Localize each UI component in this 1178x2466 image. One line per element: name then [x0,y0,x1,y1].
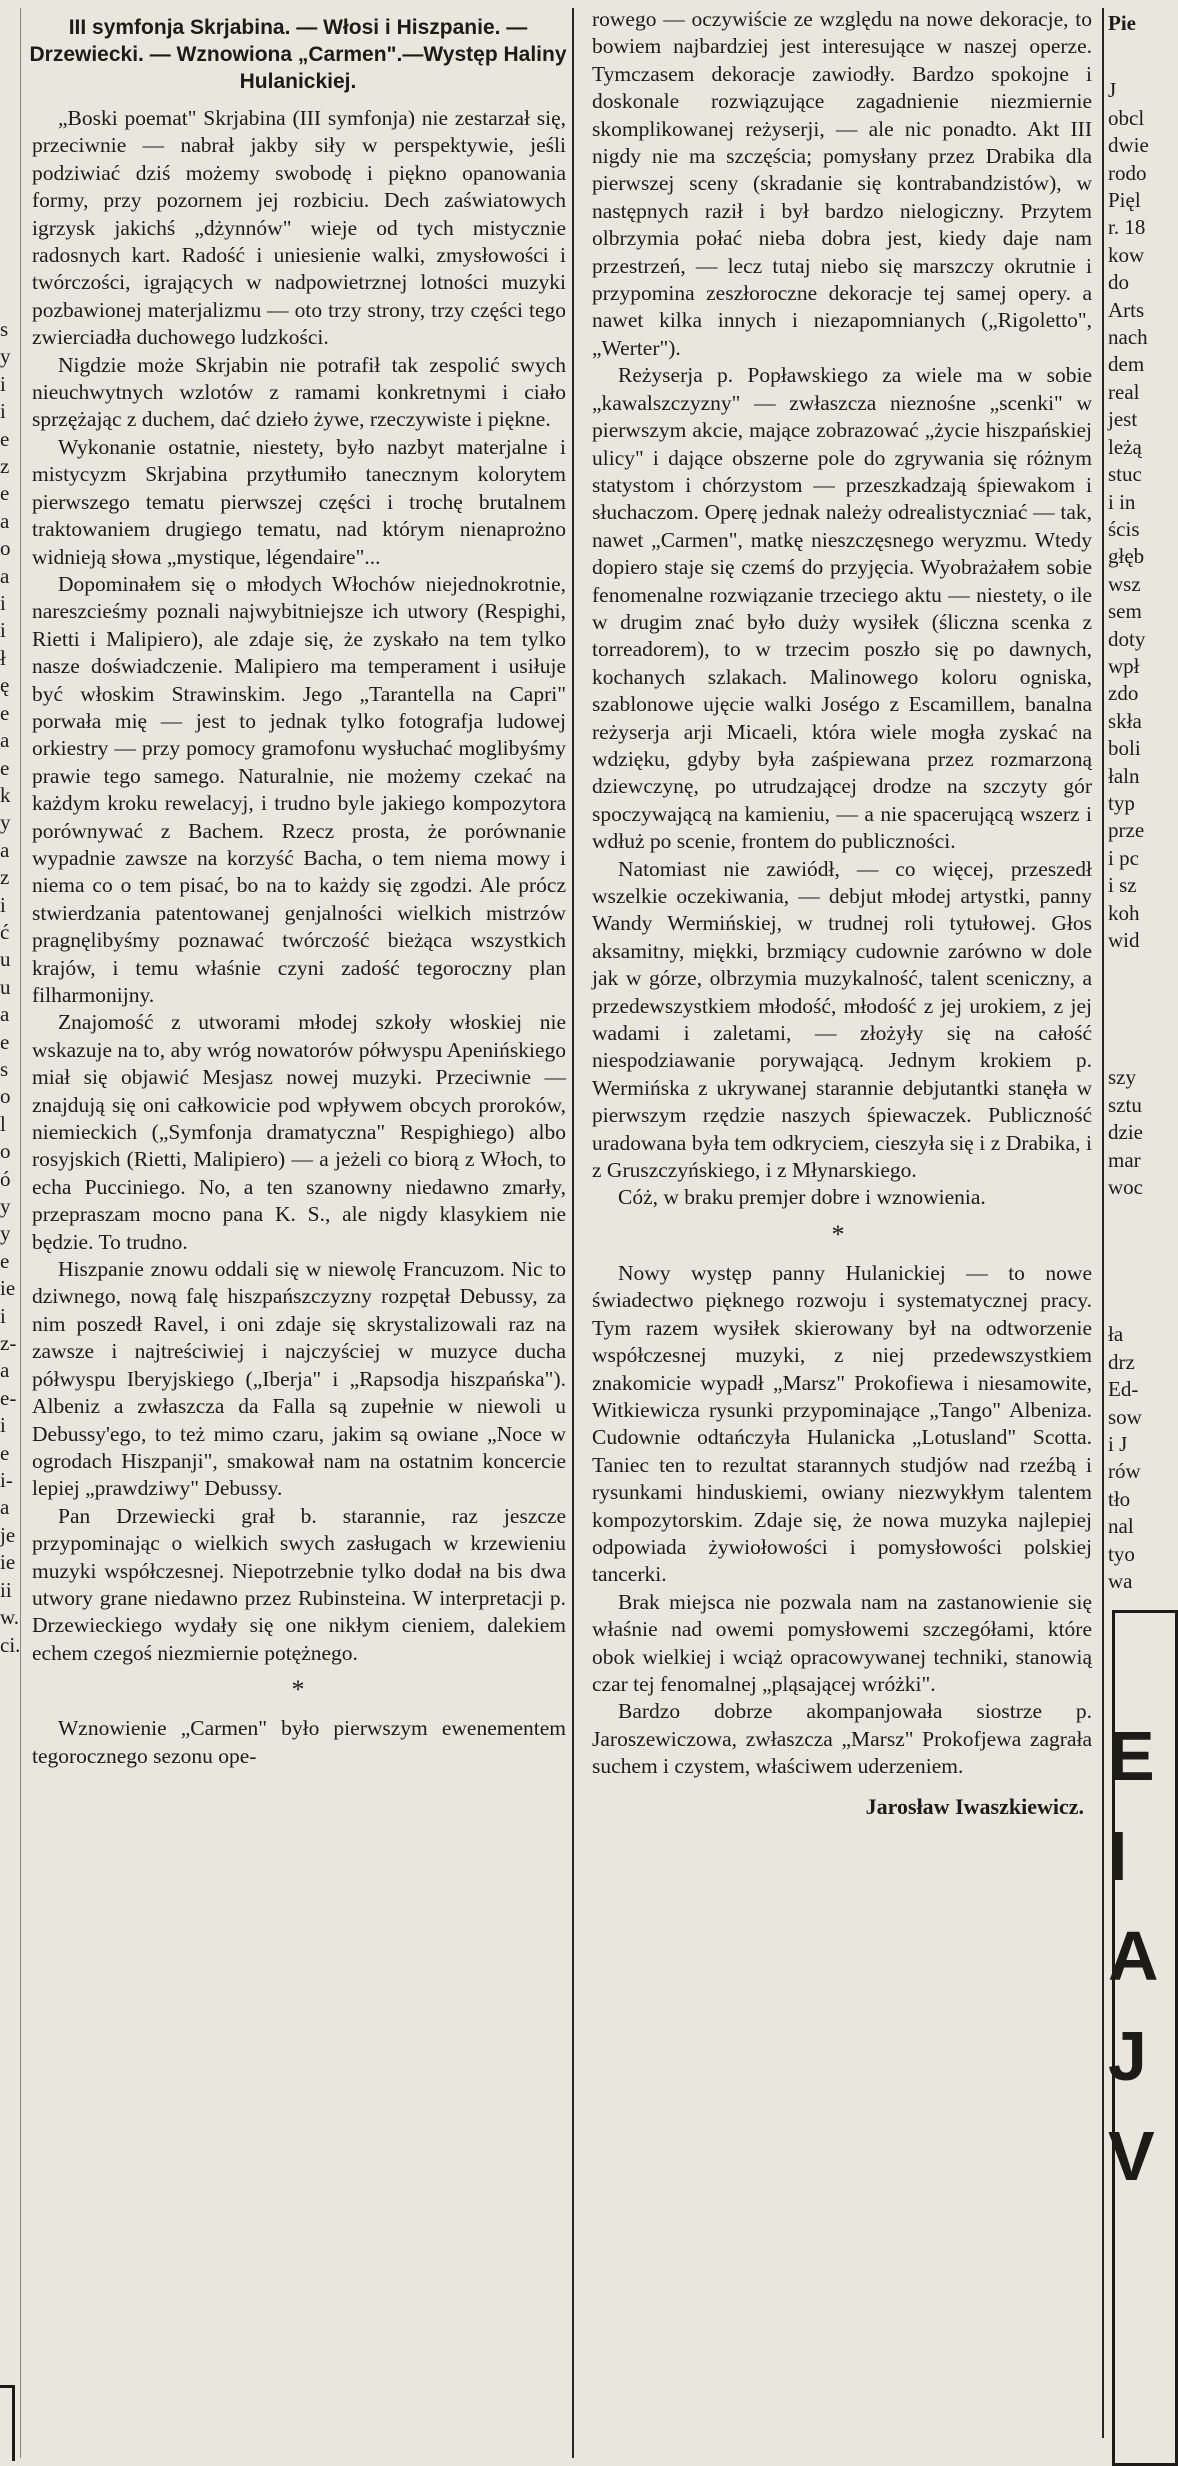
text-fragment: sow [1108,1404,1142,1429]
text-fragment: Pięl [1108,188,1141,213]
text-fragment: i pc [1108,845,1139,870]
text-fragment: typ [1108,790,1135,815]
column-1-tail [22,1715,574,1770]
adjacent-heading-fragment: Pie [1108,11,1136,35]
text-fragment: ć [0,919,10,944]
text-fragment: k [0,782,11,807]
text-fragment: e [0,1440,10,1465]
text-fragment: s [0,1056,9,1081]
text-fragment: i [0,618,6,643]
text-fragment: dzie [1108,1120,1143,1145]
text-fragment: sem [1108,599,1142,624]
text-fragment: wpł [1108,653,1140,678]
paragraph: Reżyserja p. Popławskiego za wiele ma w sobie „kawalszczyzny" — zwłaszcza nieznośne „scenki" w pierwszym akcie, mające zobrazować „życie hiszpańskiej ulicy" i dające obszerne pole do zgrywania się różnym statystom i chórzystom — przeszkadzają śpiewakom i słuchaczom. Operę jednak należy odrealistyczniać — tak, nawet „Carmen", matkę nieszczęsnego weryzmu. Wtedy dopiero staje się czemś do przyjęcia. Wyobrażałem sobie fenomenalne rozwiązanie trzeciego aktu — niestety, o ile w drugim znać było duży wysiłek (śliczna scenka z torreadorem), to w trzecim poszło się po dawnych, kochanych szlakach. Malinowego koloru ogniska, szablonowe ujęcie walki Joségo z Escamillem, banalna reżyserja arji Micaeli, która wiele mogła zyskać na wdzięku, gdyby była zaśpiewana przez rozmarzoną dziewczynę, po utrudzającej drodze na szczyty gór spoczywającą na kamieniu, — a nie spacerującą wszerz i wdłuż po scenie, frontem do publiczności. [592,363,1092,854]
text-fragment: a [0,728,10,753]
text-fragment: dem [1108,352,1145,377]
text-fragment: Arts [1108,297,1145,322]
text-fragment: a [0,1358,10,1383]
text-fragment: i sz [1108,873,1137,898]
text-fragment: i [0,1413,6,1438]
text-fragment: ci. [0,1632,21,1657]
text-fragment: stuc [1108,462,1142,487]
text-fragment: a [0,837,10,862]
paragraph: Cóż, w braku premjer dobre i wznowienia. [618,1185,986,1210]
text-fragment: ę [0,673,10,698]
text-fragment: ł [0,645,6,670]
text-fragment: e [0,755,10,780]
column-1-body [22,105,574,1667]
text-fragment: i J [1108,1432,1128,1457]
paragraph: Znajomość z utworami młodej szkoły włoskiej nie wskazuje na to, aby wróg nowatorów półwyspu Apenińskiego miał się objawić Mesjasz nowej muzyki. Przeciwnie — znajdują się oni całkowicie pod wpływem obcych proroków, niemieckich („Symfonja dramatyczna" Respighiego) albo rosyjskich (Rietti, Malipiero) — a jeżeli co biorą z Włoch, to echa Pucciniego. No, a ten szanowny niedawno zmarły, przepraszam mocno pana K. S., ale nigdy klasykiem nie będzie. To trudno. [32,1010,566,1254]
text-fragment: i [0,1303,6,1328]
text-fragment: woc [1108,1175,1143,1200]
paragraph: Nowy występ panny Hulanickiej — to nowe świadectwo pięknego rozwoju i systematycznej pracy. Tym razem wysiłek skierowany był na odtworzenie współczesnej muzyki, z niej przedewszystkiem znakomicie wypadł „Marsz" Prokofiewa i niesamowite, Witkiewicza rysunki przypominające „Tango" Albeniza. Cudownie odtańczyła Hulanicka „Lotusland" Scotta. Taniec ten to rezultat starannych studjów nad rzeźbą i rysunkami hinduskiemi, owiany niezwykłym talentem kompozytorskim. Zdaje się, że nowa muzyka najlepiej odpowiada żywiołowości i pomysłowości polskiej tancerki. [592,1260,1092,1587]
text-fragment: i [0,591,6,616]
paragraph: Natomiast nie zawiódł, — co więcej, przeszedł wszelkie oczekiwania, — debjut młodej artystki, panny Wandy Wermińskiej, w trudnej roli tytułowej. Głos aksamitny, miękki, brzmiący cudownie zarówno w dole jak w górze, olbrzymia muzykalność, talent sceniczny, a przedewszystkiem młodość, młodość z jej urokiem, z jej wadami i zaletami, — złożyły się na całość niespodziawanie porywającą. Jednym krokiem p. Wermińska z ukrywanej starannie debjutantki stanęła w pierwszym rzędzie naszych śpiewaczek. Publiczność uradowana była tem odkryciem, cieszyła się i z Drabika, i z Gruszczyńskiego, i z Młynarskiego. [592,856,1092,1183]
text-fragment: e [0,1248,10,1273]
paragraph: Pan Drzewiecki grał b. starannie, raz jeszcze przypominając o wielkich swych zasługach w krzewieniu muzyki współczesnej. Niepotrzebnie tylko dodał na bis dwa utwory grane niedawno przez Rubinsteina. W interpretacji p. Drzewieckiego wydały się one nikłym cieniem, dalekiem echem czegoś niezmiernie potężnego. [32,1503,566,1665]
text-fragment: jest [1108,407,1138,432]
text-fragment: y [0,1194,11,1218]
text-fragment: wid [1108,928,1140,952]
text-fragment: A [1108,1916,1159,1995]
text-fragment: głęb [1108,544,1145,569]
text-fragment: i- [0,1468,13,1493]
text-fragment: a [0,1002,10,1027]
paragraph: rowego — oczywiście ze względu na nowe dekoracje, to bowiem najbardziej jest interesujące w naszej operze. Tymczasem dekoracje zawiodły. Bardzo spokojne i doskonale rozwiązujące zagadnienie niezmiernie skomplikowanej reżyserji, — ale nic ponadto. Akt III nigdy nie ma szczęścia; pomysłany przez Drabika dla pierwszej sceny (skradanie się kontrabandzistów), w następnych raził i był bardzo nielogiczny. Przytem olbrzymia połać nieba dobra jest, kiedy daje nam przestrzeń, — lecz tutaj niebo się marszczy okrutnie i przypomina zeszłoroczne dekoracje tej samej opery. a nawet kilka innych i niezapomnianych („Rigoletto", „Werter"). [592,7,1092,360]
text-fragment: u [0,947,11,972]
text-fragment: tło [1108,1486,1131,1511]
text-fragment: e- [0,1385,17,1410]
text-fragment: do [1108,270,1129,295]
text-fragment: y [0,344,11,369]
text-fragment: Ed- [1108,1377,1139,1402]
author-signature: Jarosław Iwaszkiewicz. [865,1793,1084,1819]
column-2-body [578,0,1098,1212]
corner-frame [0,2385,15,2461]
text-fragment: J [1108,2016,1147,2095]
section-separator: * [831,1219,845,1249]
text-fragment: dwie [1108,133,1149,158]
text-fragment: w. [0,1605,20,1630]
text-fragment: i [0,371,6,396]
column-2-body-continued [578,1260,1098,1781]
text-fragment: nach [1108,325,1148,350]
text-fragment: a [0,563,10,588]
section-separator: * [291,1675,305,1705]
text-fragment: ó [0,1166,11,1191]
text-fragment: z [0,454,10,479]
text-fragment: r. 18 [1108,215,1146,240]
text-fragment: s [0,317,9,341]
text-fragment: rów [1108,1459,1141,1484]
paragraph: Wykonanie ostatnie, niestety, było nazbyt materjalne i mistycyzm Skrjabina przytłumiło tanecznym kolorytem pierwszego tematu pierwszej części i trochę brutalnem traktowaniem drugiego tematu, nad którym nienaprożno widnieją słowa „mystique, légendaire"... [32,434,566,569]
text-fragment: ie [0,1276,16,1301]
text-fragment: E [1108,1716,1155,1795]
paragraph: Wznowienie „Carmen" było pierwszym ewenementem tegorocznego sezonu ope- [32,1716,566,1768]
text-fragment: mar [1108,1147,1141,1172]
text-fragment: real [1108,379,1140,404]
paragraph: Nigdzie może Skrjabin nie potrafił tak zespolić swych nieuchwytnych wzlotów z ramami konkretnymi i ciało sprzężając z duchem, dać dzieło żywe, rzeczywiste i piękne. [32,352,566,432]
text-fragment: ścis [1108,516,1140,541]
text-fragment: sztu [1108,1092,1142,1117]
text-fragment: I [1108,1816,1128,1895]
text-fragment: a [0,508,10,533]
text-fragment: i [0,399,6,424]
text-fragment: V [1108,2116,1155,2195]
text-fragment: wa [1108,1569,1133,1594]
text-fragment: ie [0,1550,16,1575]
paragraph: Bardzo dobrze akompanjowała siostrze p. Jaroszewiczowa, zwłaszcza „Marsz" Prokofjewa zagrała suchem i czystem, właściwem uderzeniem. [592,1699,1092,1779]
text-fragment: o [0,1139,11,1164]
text-fragment: e [0,1029,10,1054]
left-edge-fragments [0,0,22,1659]
text-fragment: leżą [1108,434,1142,459]
text-fragment: u [0,974,11,999]
text-fragment: szy [1108,1065,1136,1090]
text-fragment: je [0,1522,16,1547]
text-fragment: z- [0,1331,17,1356]
text-fragment: wsz [1108,571,1141,596]
text-fragment: łaln [1108,763,1140,788]
paragraph: „Boski poemat" Skrjabina (III symfonja) nie zestarzał się, przeciwnie — nabrał jakby siły w perspektywie, jeśli podziwiać dziś możemy swobodę i piękno opanowania formy, przy pozornem jej rozbiciu. Dech zaświatowych igrzysk jakichś „dżynnów" wieje od tych mistycznie radosnych kart. Radość i uniesienie walki, zmysłowości i twórczości, igrających w nadpowietrznej lotności muzyki pozbawionej materjalizmu — oto trzy strony, trzy części tego zwierciadła duchowego ludzkości. [32,106,566,350]
text-fragment: o [0,536,11,561]
article-column-2 [578,0,1098,1821]
text-fragment: prze [1108,818,1145,843]
text-fragment: rodo [1108,160,1147,185]
text-fragment: l [0,1111,6,1136]
paragraph: Dopominałem się o młodych Włochów niejednokrotnie, nareszcieśmy poznali najwybitniejsze ich utwory (Respighi, Rietti i Malipiero), ale zdaje się, że zyskało na tem tylko nasze doświadczenie. Malipiero ma temperament i usiłuje być włoskim Strawinskim. Jego „Tarantella na Capri" porwała mię — jest to jednak tylko fotografja ludowej orkiestry — przy pomocy gramofonu wysłuchać moglibyśmy prawie tego samego. Naturalnie, nie możemy czekać na każdym kroku rewelacyj, i trudno byle jakiego kompozytora porównywać z Bachem. Rzecz prosta, że porównanie wypadnie zawsze na korzyść Bacha, o tem niema mowy i niema co o tem pisać, bo na to każdy się zgodzi. Ale prócz stwierdzania patentowanej genjalności wielkich mistrzów pragnęlibyśmy poznawać twórczość bieżąca wszystkich krajów, i temu właśnie czyni zadość tegoroczny plan filharmonijny. [32,571,566,1007]
text-fragment: y [0,810,11,835]
text-fragment: o [0,1084,11,1109]
text-fragment: ii [0,1577,12,1602]
paragraph: Hiszpanie znowu oddali się w niewolę Francuzom. Nic to dziwnego, nową falę hiszpańszczyzny rozpętał Debussy, za nim poszedł Ravel, i oni zdaje się skrystalizowali raz na zawsze i najtreściwiej i najczyściej w muzyce ducha półwyspu Iberyjskiego („Iberja" i „Rapsodja hiszpańska"). Albeniz a zwłaszcza da Falla są zupełnie w niewoli u Debussy'ego, to też mimo czaru, jakim są owiane „Noce w ogrodach Hiszpanji", smakował nam na ostatnim koncercie lepiej „prawdziwy" Debussy. [32,1257,566,1501]
text-fragment: nal [1108,1514,1134,1539]
text-fragment: zdo [1108,681,1139,706]
text-fragment: koh [1108,900,1140,925]
article-column-1 [22,0,574,1770]
text-fragment: i [0,892,6,917]
text-fragment: e [0,700,10,725]
text-fragment: a [0,1495,10,1520]
text-fragment: doty [1108,626,1146,651]
text-fragment: boli [1108,736,1141,761]
text-fragment: z [0,865,10,890]
advertisement-frame [1112,1610,1178,2466]
text-fragment: e [0,481,10,506]
text-fragment: J [1108,78,1117,103]
text-fragment: tyo [1108,1541,1135,1566]
left-edge-column [0,0,22,1659]
text-fragment: obcl [1108,105,1145,130]
article-headline: III symfonja Skrjabina. — Włosi i Hiszpanie. — Drzewiecki. — Wznowiona „Carmen".—Występ Haliny Hulanickiej. [29,16,567,93]
text-fragment: drz [1108,1349,1135,1374]
text-fragment: e [0,426,10,451]
text-fragment: kow [1108,242,1145,267]
text-fragment: y [0,1221,11,1246]
text-fragment: ła [1108,1322,1124,1347]
text-fragment: skła [1108,708,1142,733]
paragraph: Brak miejsca nie pozwala nam na zastanowienie się właśnie nad owemi pomysłowemi szczegółami, które obok wielkiej i wciąż opracowywanej techniki, stanowią czar tej fenomalnej „pląsającej wróżki". [592,1589,1092,1696]
text-fragment: i in [1108,489,1136,514]
